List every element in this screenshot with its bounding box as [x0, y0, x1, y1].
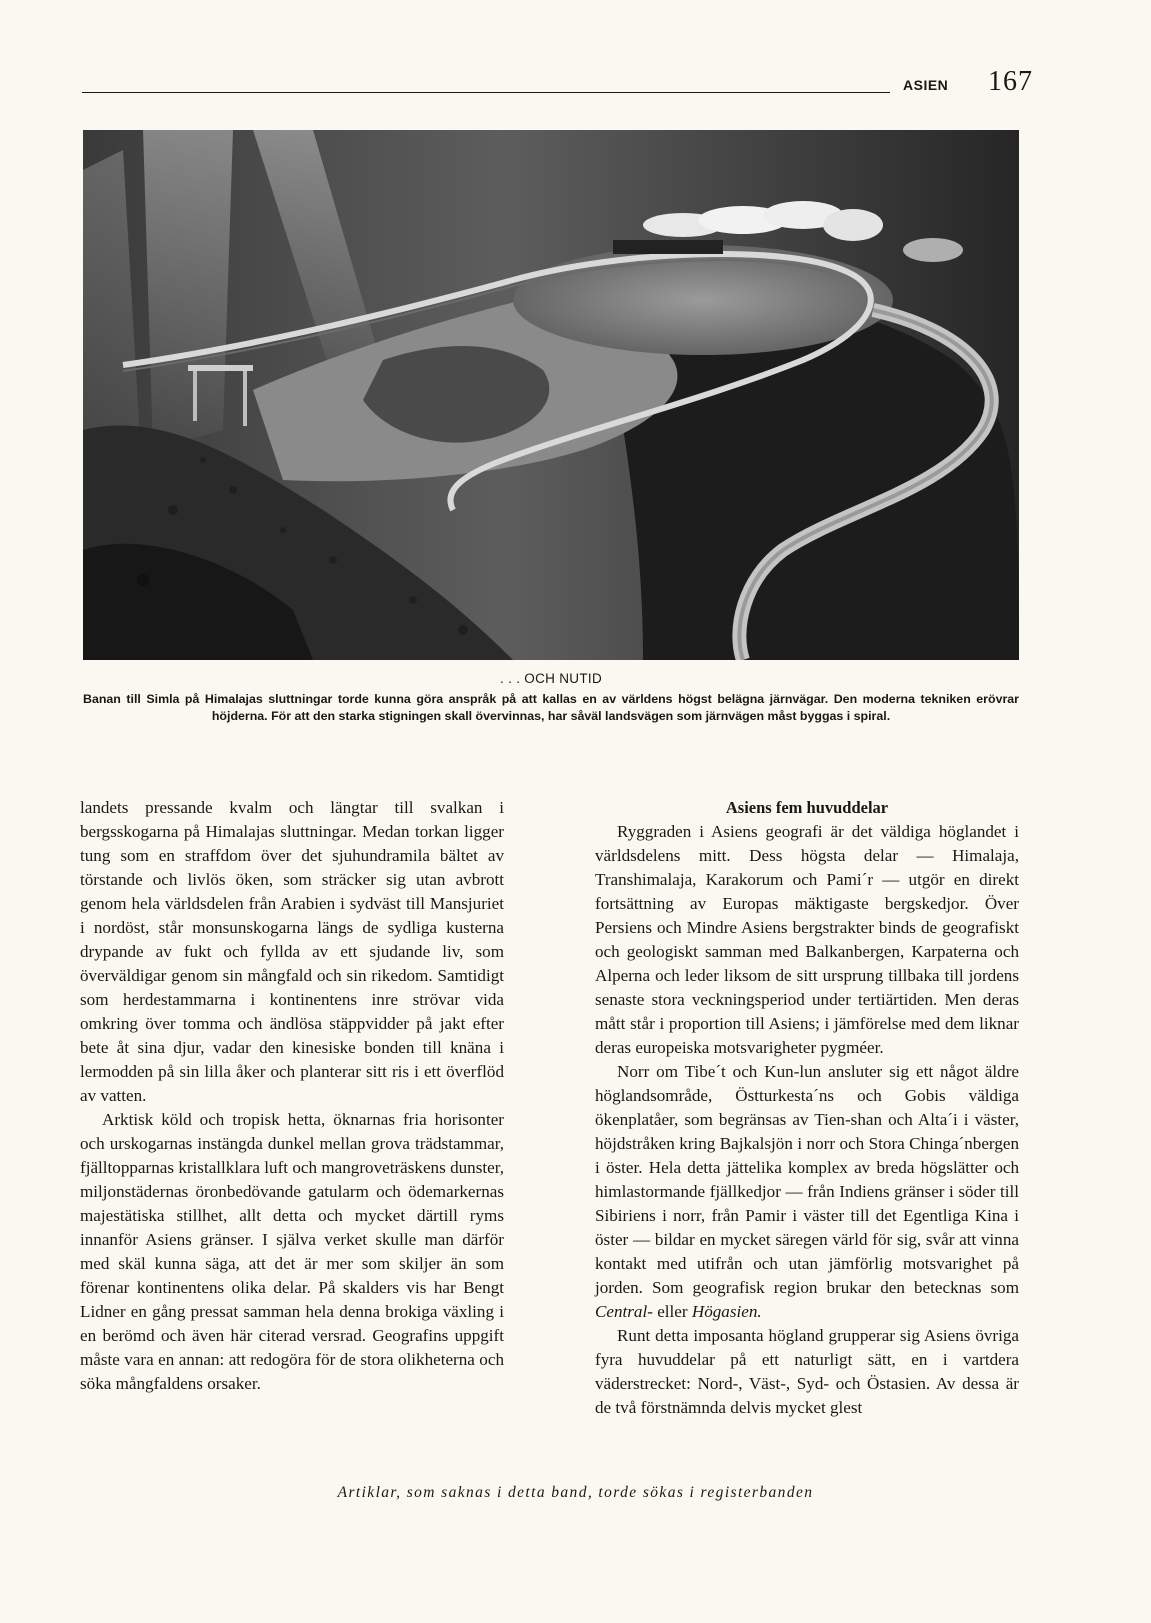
term-connector: eller	[652, 1302, 692, 1321]
header-rule	[82, 92, 890, 93]
right-paragraph-3: Runt detta imposanta högland grupperar sig Asiens övriga fyra huvuddelar på ett naturligt sätt, en i vartdera väderstrecket: Nord-, Väst-, Syd- och Östasien. Av dessa är de två förstnämnda delvis mycket glest	[595, 1326, 1019, 1417]
right-paragraph-2-text: Norr om Tibe´t och Kun-lun ansluter sig ett något äldre höglandsområde, Östturkesta´ns och Gobis väldiga ökenplatåer, som begränsas av Tien-shan och Alta´i i väster, höjdstråken kring Bajkalsjön i norr och Stora Chinga´nbergen i öster. Hela detta jättelika komplex av breda högslätter och himlastormande fjällkedjor — från Indiens gränser i söder till Sibiriens i norr, från Pamir i väster till det Egentliga Kina i öster — bildar en mycket säregen värld för sig, svår att vinna kontakt med utifrån och utan jämförlig motsvarighet på jorden. Som geografisk region brukar den betecknas som	[595, 1062, 1019, 1297]
term-hogasien: Högasien.	[691, 1302, 762, 1321]
left-paragraph-1: landets pressande kvalm och längtar till svalkan i bergsskogarna på Himalajas sluttningar. Medan torkan ligger tung som en straffdom över det sjuhundramila bältet av törstande och livlös öken, som sträcker sig utan avbrott genom hela världsdelen från Arabien i sydväst till Mansjuriet i nordöst, står monsunskogarna längs de sydliga kusterna drypande av fukt och fyllda av ett sjudande liv, som överväldigar genom sin mångfald och sin rikedom. Samtidigt som herdestammarna i kontinentens inre strövar vida omkring över tomma och ändlösa stäppvidder på jakt efter bete åt sina djur, vadar den kinesiske bonden till knäna i lermodden på sin lilla åker och planterar sitt ris i ett överflöd av vatten.	[80, 798, 504, 1105]
right-column	[595, 796, 1019, 1420]
left-column	[80, 796, 504, 1396]
railway-spiral-photo	[83, 130, 1019, 660]
caption-text: Banan till Simla på Himalajas sluttningar torde kunna göra anspråk på att kallas en av världens högst belägna järnvägar. Den moderna tekniken erövrar höjderna. För att den starka stigningen skall övervinnas, har såväl landsvägen som järnvägen måst byggas i spiral.	[83, 692, 1019, 723]
running-header-section: ASIEN	[903, 77, 949, 93]
section-heading: Asiens fem huvuddelar	[725, 798, 889, 817]
term-central: Central-	[595, 1302, 653, 1321]
page-number: 167	[988, 66, 1033, 97]
footer-note: Artiklar, som saknas i detta band, torde sökas i registerbanden	[337, 1484, 814, 1501]
right-paragraph-1: Ryggraden i Asiens geografi är det väldiga höglandet i världsdelens mitt. Dess högsta delar — Himalaja, Transhimalaja, Karakorum och Pami´r — utgör en direkt fortsättning av Europas mäktigaste bergskedjor. Över Persiens och Mindre Asiens bergstrakter binds de geografiskt och geologiskt samman med Balkanbergen, Karpaterna och Alperna och leder liksom de sitt ursprung tillbaka till jordens senaste stora veckningsperiod under tertiärtiden. Men deras mått står i proportion till Asiens; i jämförelse med dem liknar deras europeiska motsvarigheter pygméer.	[595, 822, 1019, 1057]
left-paragraph-2: Arktisk köld och tropisk hetta, öknarnas fria horisonter och urskogarnas instängda dunkel mellan grova trädstammar, fjälltopparnas kristallklara luft och mangroveträskens dunster, miljonstädernas öronbedövande gatularm och ödemarkernas majestätiska stillhet, allt detta och mycket därtill ryms innanför Asiens gränser. I själva verket skulle man därför med skäl kunna säga, att det är mer som skiljer än som förenar kontinentens olika delar. På skalders vis har Bengt Lidner en gång pressat samman hela denna brokiga växling i en berömd och även här citerad versrad. Geografins uppgift måste vara en annan: att redogöra för de stora olikheterna och söka mångfaldens orsaker.	[80, 1110, 504, 1393]
photo-caption	[83, 671, 1019, 725]
right-paragraph-2	[595, 1060, 1019, 1324]
caption-heading: . . . OCH NUTID	[500, 671, 602, 686]
